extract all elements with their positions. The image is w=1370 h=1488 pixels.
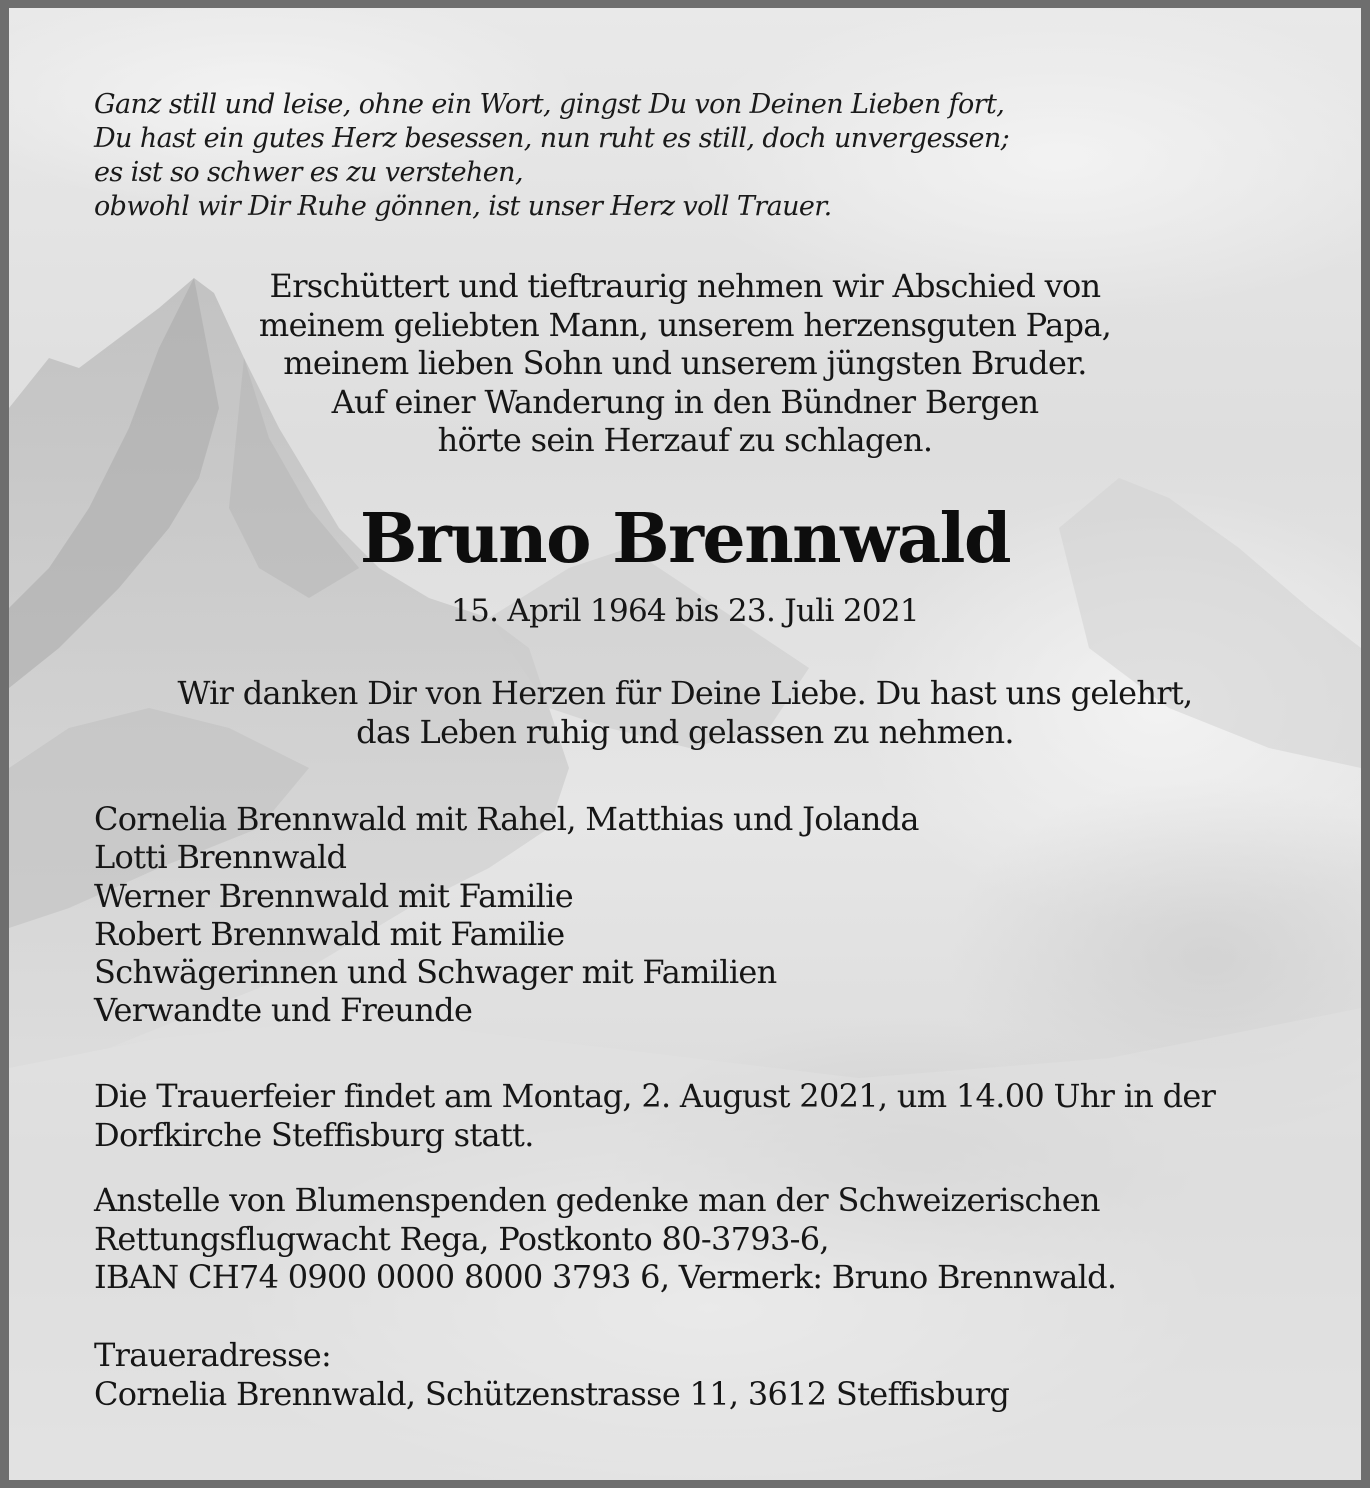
intro-line: Auf einer Wanderung in den Bündner Bergen [331, 382, 1039, 421]
mourning-address [94, 1336, 1314, 1413]
donation-info [94, 1181, 1314, 1297]
obituary-page [9, 8, 1361, 1480]
funeral-service-info [94, 1077, 1314, 1154]
mourners-list [94, 800, 1294, 1030]
mourner-entry: Verwandte und Freunde [94, 991, 473, 1030]
intro-line: meinem geliebten Mann, unserem herzensguten Papa, [258, 305, 1112, 344]
intro-line: meinem lieben Sohn und unserem jüngsten Bruder. [283, 344, 1087, 382]
poem-line: Ganz still und leise, ohne ein Wort, gingst Du von Deinen Lieben fort, [94, 89, 1005, 120]
farewell-intro [9, 267, 1361, 460]
thanks-line: das Leben ruhig und gelassen zu nehmen. [356, 712, 1014, 751]
address-label: Traueradresse: [94, 1336, 332, 1374]
mourner-entry: Lotti Brennwald [94, 838, 347, 877]
donation-line: IBAN CH74 0900 0000 8000 3793 6, Vermerk: Bruno Brennwald. [94, 1258, 1117, 1296]
mourner-entry: Robert Brennwald mit Familie [94, 914, 565, 953]
poem-line: obwohl wir Dir Ruhe gönnen, ist unser Herz voll Trauer. [94, 191, 832, 222]
poem-line: es ist so schwer es zu verstehen, [94, 157, 523, 188]
deceased-name: Bruno Brennwald [359, 499, 1011, 579]
mourner-entry: Werner Brennwald mit Familie [94, 876, 573, 915]
poem-line: Du hast ein gutes Herz besessen, nun ruht es still, doch unvergessen; [94, 123, 1010, 154]
intro-line: Erschüttert und tieftraurig nehmen wir Abschied von [269, 267, 1101, 305]
mourner-entry: Cornelia Brennwald mit Rahel, Matthias und Jolanda [94, 800, 919, 838]
intro-line: hörte sein Herzauf zu schlagen. [437, 421, 933, 459]
address-value: Cornelia Brennwald, Schützenstrasse 11, 3612 Steffisburg [94, 1374, 1010, 1413]
thanks-text [9, 674, 1361, 751]
service-line: Die Trauerfeier findet am Montag, 2. August 2021, um 14.00 Uhr in der [94, 1077, 1216, 1115]
thanks-line: Wir danken Dir von Herzen für Deine Liebe. Du hast uns gelehrt, [177, 674, 1193, 712]
life-dates: 15. April 1964 bis 23. Juli 2021 [451, 593, 919, 629]
poem [94, 88, 1294, 224]
mourner-entry: Schwägerinnen und Schwager mit Familien [94, 953, 777, 992]
donation-line: Rettungsflugwacht Rega, Postkonto 80-3793-6, [94, 1219, 829, 1258]
donation-line: Anstelle von Blumenspenden gedenke man der Schweizerischen [94, 1181, 1100, 1219]
service-line: Dorfkirche Steffisburg statt. [94, 1115, 534, 1154]
